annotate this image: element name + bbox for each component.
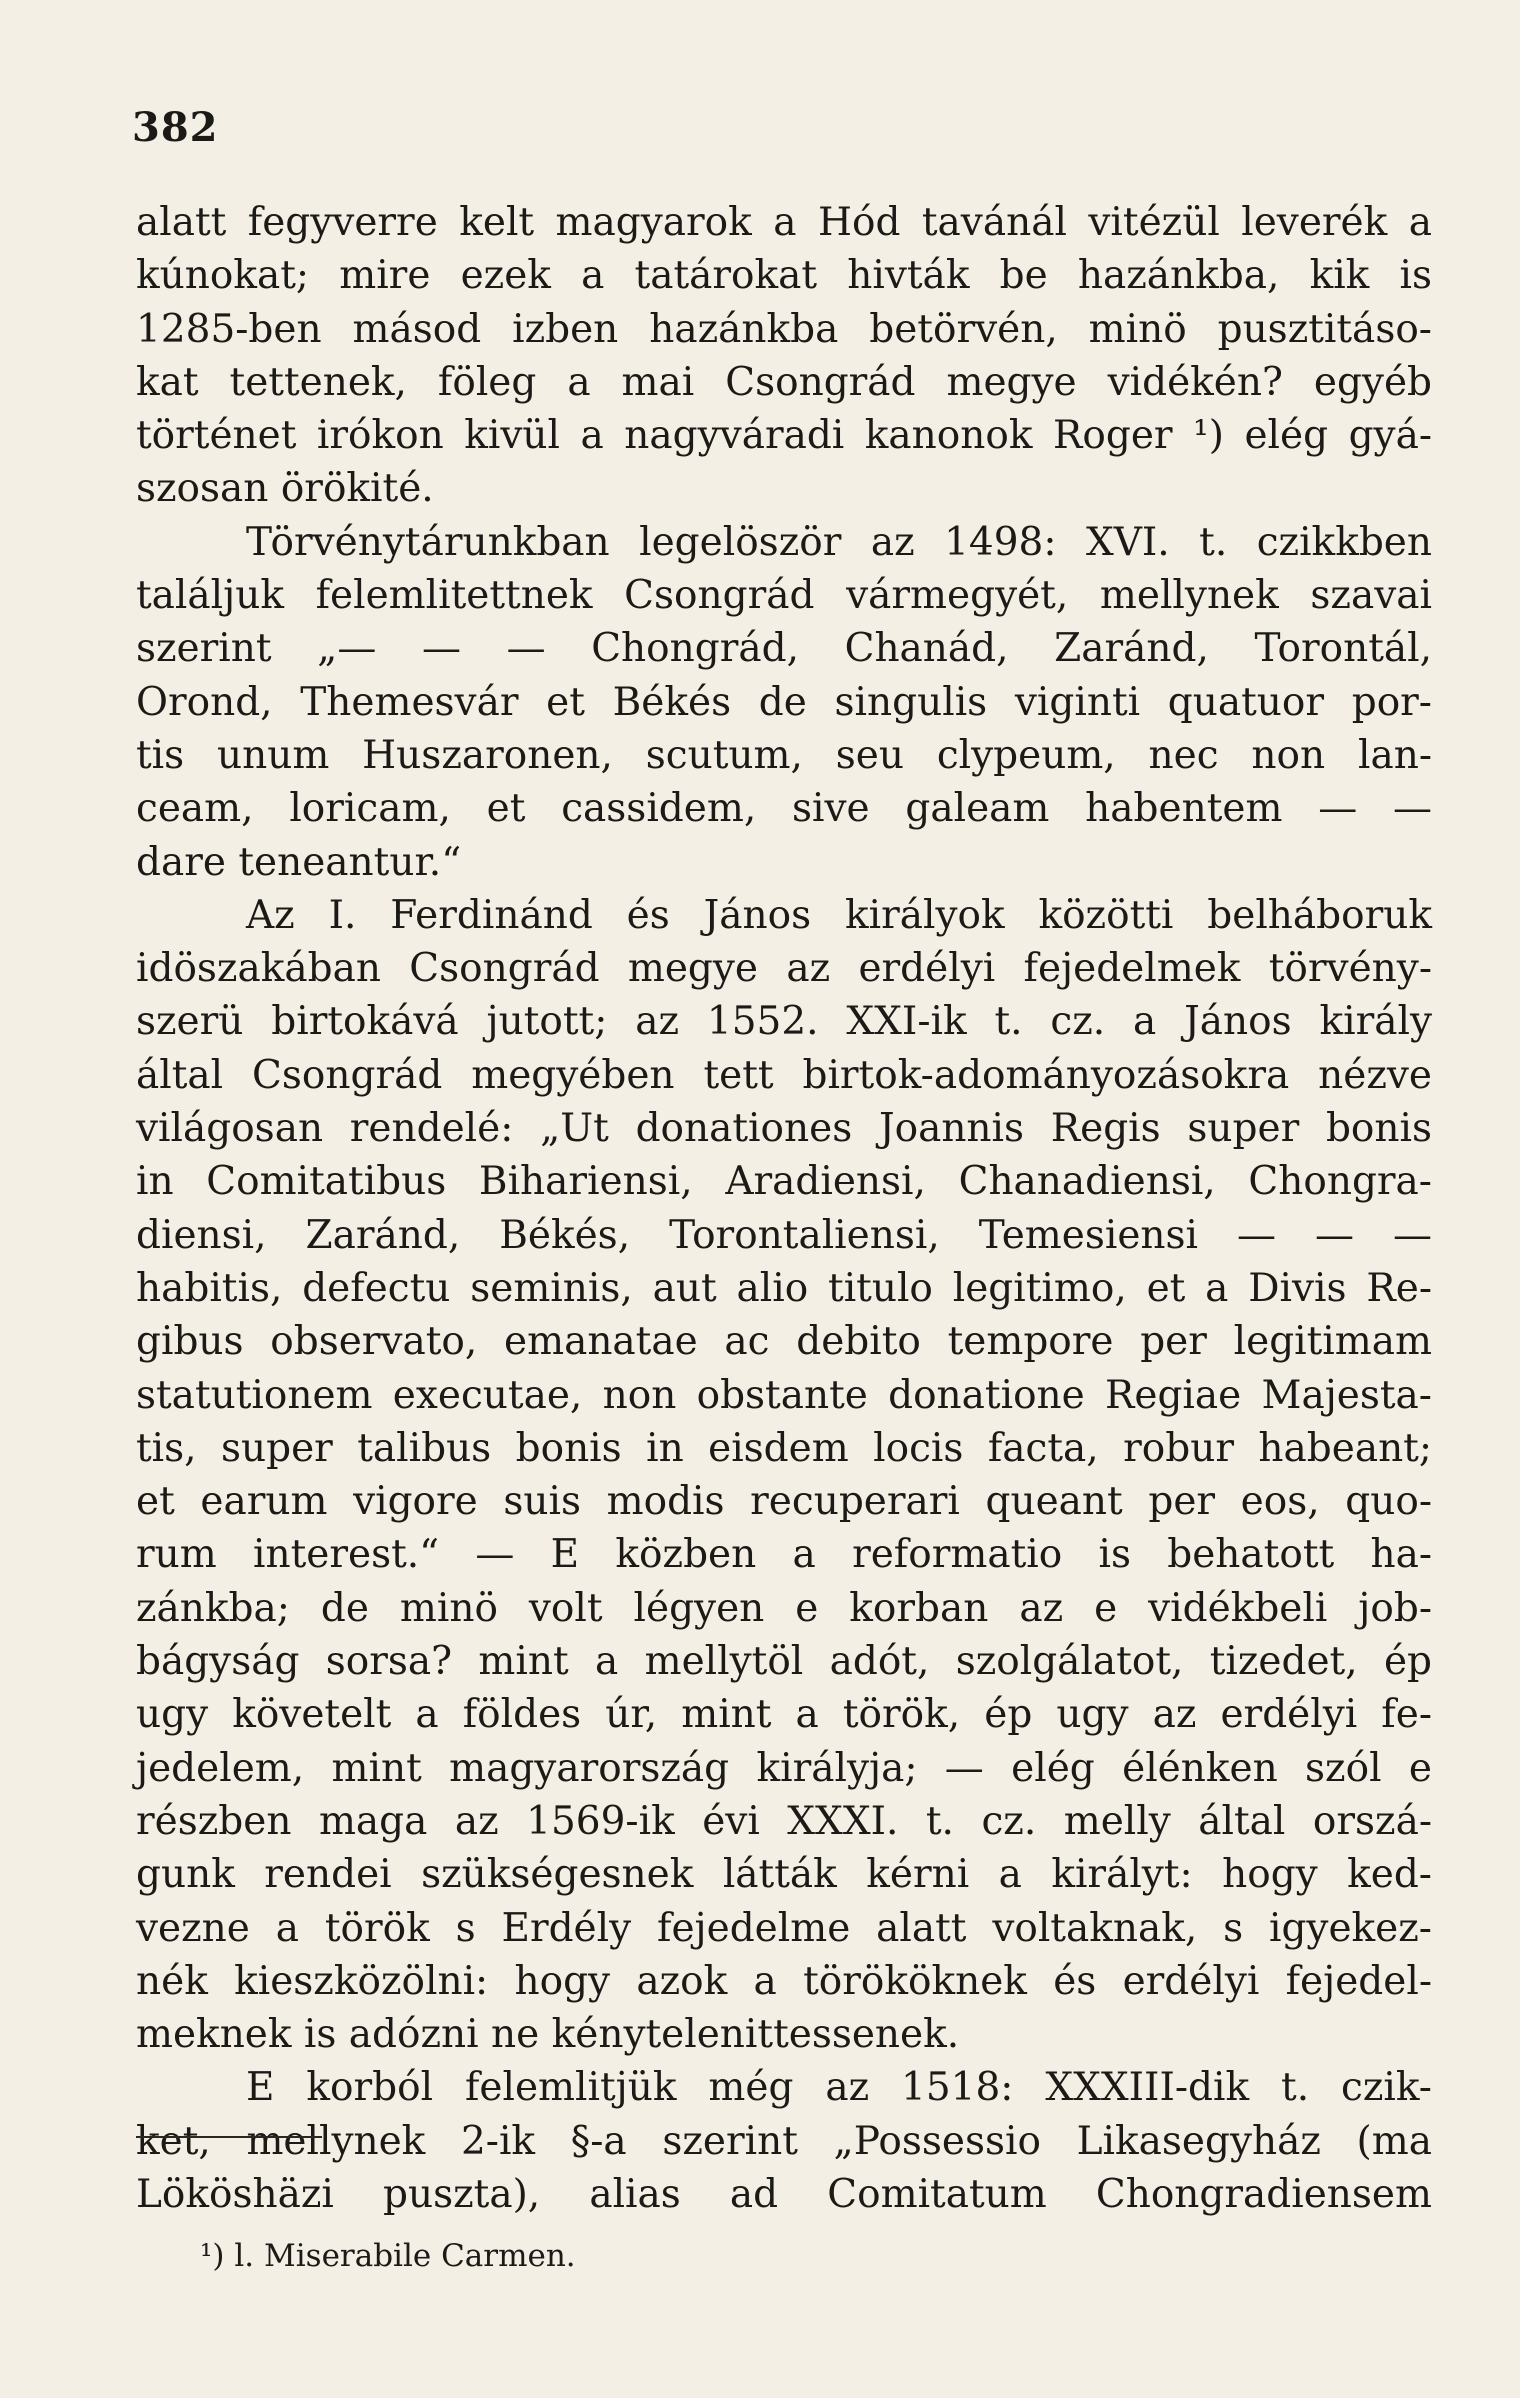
text-line: kúnokat; mire ezek a tatárokat hivták be hazánkba, kik is bbox=[136, 253, 1432, 299]
text-line: 1285-ben másod izben hazánkba betörvén, minö pusztitáso- bbox=[136, 306, 1432, 352]
text-line: idöszakában Csongrád megye az erdélyi fejedelmek törvény- bbox=[136, 946, 1432, 992]
text-line: szosan örökité. bbox=[136, 466, 434, 512]
text-line: szerü birtokává jutott; az 1552. XXI-ik t. cz. a János király bbox=[136, 999, 1432, 1045]
text-line: Orond, Themesvár et Békés de singulis viginti quatuor por- bbox=[136, 679, 1432, 725]
text-line: in Comitatibus Bihariensi, Aradiensi, Chanadiensi, Chongra- bbox=[136, 1159, 1432, 1205]
text-line: E korból felemlitjük még az 1518: XXXIII-dik t. czik- bbox=[246, 2065, 1432, 2111]
text-line: alatt fegyverre kelt magyarok a Hód tavánál vitézül leverék a bbox=[136, 200, 1432, 245]
text-line: diensi, Zaránd, Békés, Torontaliensi, Temesiensi — — — bbox=[136, 1212, 1432, 1258]
text-line: Az I. Ferdinánd és János királyok közötti belháboruk bbox=[246, 892, 1432, 938]
text-line: gunk rendei szükségesnek látták kérni a királyt: hogy ked- bbox=[136, 1852, 1432, 1898]
text-line: találjuk felemlitettnek Csongrád vármegyét, mellynek szavai bbox=[136, 573, 1432, 619]
text-line: által Csongrád megyében tett birtok-adományozásokra nézve bbox=[136, 1052, 1432, 1098]
text-line: vezne a török s Erdély fejedelme alatt voltaknak, s igyekez- bbox=[136, 1905, 1432, 1951]
text-line: ceam, loricam, et cassidem, sive galeam habentem — — bbox=[136, 786, 1432, 832]
text-line: Törvénytárunkban legelöször az 1498: XVI. t. czikkben bbox=[246, 519, 1432, 565]
text-line: Lököshäzi puszta), alias ad Comitatum Chongradiensem bbox=[136, 2171, 1432, 2217]
text-line: nék kieszközölni: hogy azok a törököknek és erdélyi fejedel- bbox=[136, 1958, 1432, 2004]
text-line: részben maga az 1569-ik évi XXXI. t. cz. melly által orszá- bbox=[136, 1798, 1432, 1844]
page-number: 382 bbox=[132, 104, 219, 151]
text-line: jedelem, mint magyarország királyja; — elég élénken szól e bbox=[136, 1745, 1432, 1791]
text-line: szerint „— — — Chongrád, Chanád, Zaránd, Torontál, bbox=[136, 626, 1432, 672]
text-line: habitis, defectu seminis, aut alio titulo legitimo, et a Divis Re- bbox=[136, 1265, 1432, 1311]
text-line: ugy követelt a földes úr, mint a török, ép ugy az erdélyi fe- bbox=[136, 1692, 1432, 1738]
text-line: dare teneantur.“ bbox=[136, 839, 462, 885]
text-line: ket, mellynek 2-ik §-a szerint „Possessio Likasegyház (ma bbox=[136, 2118, 1432, 2164]
text-line: tis, super talibus bonis in eisdem locis facta, robur habeant; bbox=[136, 1425, 1432, 1471]
text-line: zánkba; de minö volt légyen e korban az e vidékbeli job- bbox=[136, 1585, 1432, 1631]
text-line: et earum vigore suis modis recuperari queant per eos, quo- bbox=[136, 1479, 1432, 1525]
text-line: bágyság sorsa? mint a mellytöl adót, szolgálatot, tizedet, ép bbox=[136, 1639, 1432, 1685]
footnote: ¹) l. Miserabile Carmen. bbox=[200, 2238, 576, 2274]
text-line: világosan rendelé: „Ut donationes Joannis Regis super bonis bbox=[136, 1106, 1432, 1152]
text-line: gibus observato, emanatae ac debito tempore per legitimam bbox=[136, 1319, 1432, 1365]
text-line: tis unum Huszaronen, scutum, seu clypeum, nec non lan- bbox=[136, 732, 1432, 778]
text-line: meknek is adózni ne kénytelenittessenek. bbox=[136, 2012, 960, 2058]
text-line: statutionem executae, non obstante donatione Regiae Majesta- bbox=[136, 1372, 1432, 1418]
text-line: kat tettenek, föleg a mai Csongrád megye vidékén? egyéb bbox=[136, 359, 1432, 405]
footnote-rule bbox=[136, 2136, 322, 2138]
text-line: rum interest.“ — E közben a reformatio is behatott ha- bbox=[136, 1532, 1432, 1578]
text-line: történet irókon kivül a nagyváradi kanonok Roger ¹) elég gyá- bbox=[136, 413, 1432, 459]
body-text bbox=[136, 196, 1432, 2221]
